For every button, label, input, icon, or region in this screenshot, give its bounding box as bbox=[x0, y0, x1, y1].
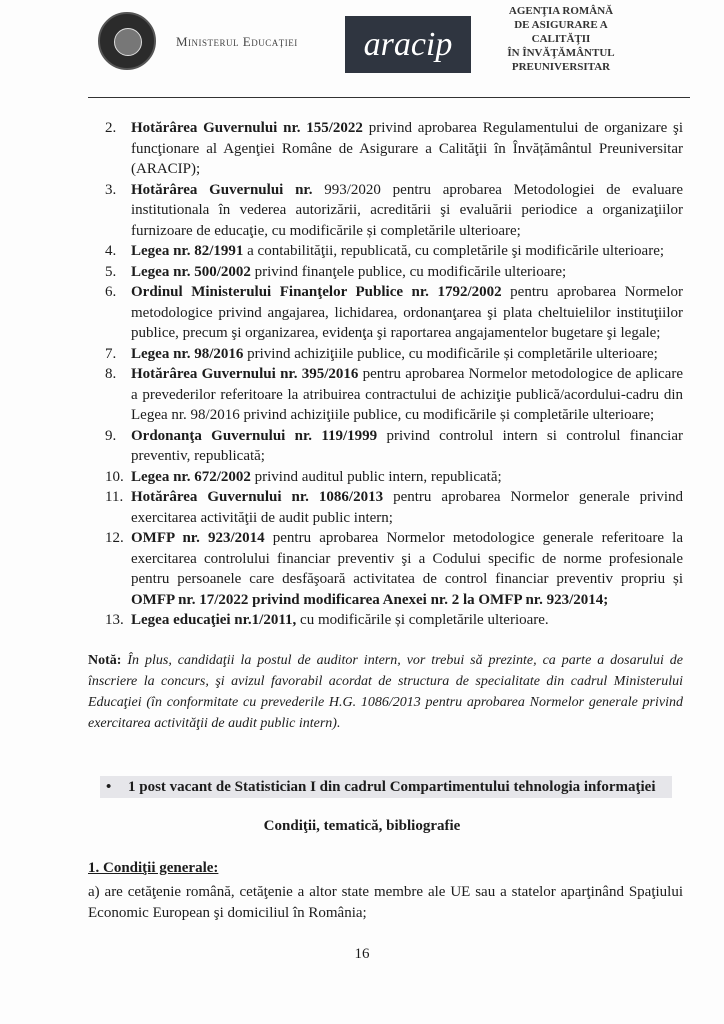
item-description: pentru aprobarea Normelor metodologice privind angajarea, lichidarea, ordonanţarea şi plata cheltuielilor instituţiilor publice, precum şi organizarea, evidenţa şi raportarea angajamentelor bugetare şi legale; bbox=[131, 284, 683, 341]
bibliography-list bbox=[105, 118, 683, 631]
item-reference: Hotărârea Guvernului nr. 395/2016 bbox=[131, 366, 359, 382]
item-reference: Legea nr. 98/2016 bbox=[131, 345, 244, 362]
agency-line: AGENŢIA ROMÂNĂ bbox=[508, 5, 614, 17]
note-text: În plus, candidaţii la postul de auditor intern, vor trebui să prezinte, ca parte a dosarului de înscriere la concurs, şi avizul favorabil acordat de structura de specialitate din cadrul Ministerului Educaţiei (în conformitate cu prevederile H.G. 1086/2013 pentru aprobarea Normelor generale privind exercitarea activităţii de audit public intern). bbox=[88, 653, 683, 731]
list-item bbox=[105, 467, 683, 488]
item-reference: Legea nr. 672/2002 bbox=[131, 468, 251, 485]
list-item bbox=[105, 344, 683, 365]
header-divider bbox=[88, 97, 690, 98]
item-number: 11. bbox=[105, 489, 124, 505]
item-description: privind auditul public intern, republicată; bbox=[250, 468, 502, 485]
item-number: 8. bbox=[105, 366, 117, 382]
item-description: privind finanţele publice, cu modificările ulterioare; bbox=[250, 263, 567, 280]
list-item bbox=[105, 282, 683, 344]
page-number: 16 bbox=[354, 946, 370, 962]
item-description: privind achiziţiile publice, cu modificările și completările ulterioare; bbox=[243, 345, 658, 362]
item-reference: Ordinul Ministerului Finanţelor Publice nr. 1792/2002 bbox=[131, 284, 502, 300]
aracip-logo: aracip bbox=[345, 16, 471, 73]
list-item bbox=[105, 262, 683, 283]
item-number: 12. bbox=[105, 530, 124, 546]
item-number: 6. bbox=[105, 284, 117, 300]
bullet-icon: • bbox=[106, 779, 112, 795]
list-item bbox=[105, 118, 683, 180]
agency-line: PREUNIVERSITAR bbox=[511, 61, 611, 73]
item-number: 4. bbox=[105, 243, 117, 259]
list-item bbox=[105, 487, 683, 528]
item-description: cu modificările și completările ulterioare. bbox=[296, 612, 549, 628]
agency-line: ÎN ÎNVĂŢĂMÂNTUL bbox=[507, 47, 615, 59]
agency-line: CALITĂŢII bbox=[531, 33, 591, 45]
item-description: pentru aprobarea Normelor metodologice generale referitoare la exercitarea controlului financiar preventiv şi a Codului specific de norme profesionale pentru persoanele care desfăşoară activitatea de control financiar preventiv propriu și bbox=[131, 530, 683, 587]
position-title: 1 post vacant de Statistician I din cadrul Compartimentului tehnologia informaţiei bbox=[128, 779, 656, 795]
item-description: privind controlul intern si controlul financiar preventiv, republicată; bbox=[131, 427, 683, 464]
item-number: 13. bbox=[105, 612, 124, 628]
item-reference: Legea nr. 82/1991 bbox=[131, 243, 244, 259]
item-reference: Hotărârea Guvernului nr. 1086/2013 bbox=[131, 489, 384, 505]
condition-paragraph: a) are cetăţenie română, cetăţenie a altor state membre ale UE sau a statelor aparţinând Spaţiului Economic European şi domiciliul în România; bbox=[88, 884, 683, 921]
list-item bbox=[105, 180, 683, 242]
subheading: 1. Condiţii generale: bbox=[88, 860, 219, 876]
item-description: pentru aprobarea Normelor generale privind exercitarea activităţii de audit public intern; bbox=[131, 489, 683, 526]
list-item bbox=[105, 426, 683, 467]
item-reference: OMFP nr. 17/2022 privind modificarea Anexei nr. 2 la OMFP nr. 923/2014; bbox=[131, 591, 609, 608]
item-number: 5. bbox=[105, 263, 117, 280]
section-heading: Condiţii, tematică, bibliografie bbox=[263, 818, 461, 834]
coat-of-arms-icon bbox=[114, 28, 142, 56]
item-reference: OMFP nr. 923/2014 bbox=[131, 530, 265, 546]
position-highlight bbox=[100, 776, 672, 798]
item-description: privind aprobarea Regulamentului de organizare şi funcţionare al Agenţiei Române de Asigurare a Calităţii în Învățământul Preuniversitar (ARACIP); bbox=[131, 120, 684, 177]
item-description: a contabilităţii, republicată, cu completările şi modificările ulterioare; bbox=[243, 243, 665, 259]
item-reference: Legea educaţiei nr.1/2011, bbox=[131, 612, 297, 628]
item-number: 2. bbox=[105, 120, 117, 136]
item-number: 10. bbox=[105, 468, 124, 485]
item-number: 3. bbox=[105, 181, 117, 198]
agency-line: DE ASIGURARE A bbox=[514, 19, 608, 31]
list-item bbox=[105, 364, 683, 426]
ministry-name: Ministerul Educației bbox=[176, 34, 298, 49]
agency-name bbox=[494, 4, 628, 74]
note-label: Notă: bbox=[88, 653, 122, 668]
item-description: pentru aprobarea Normelor metodologice de aplicare a prevederilor referitoare la atribuirea contractului de achiziţie publică/acordului-cadru din Legea nr. 98/2016 privind achiziţiile publice, cu modificările și completările ulterioare; bbox=[131, 366, 683, 423]
item-description: 993/2020 pentru aprobarea Metodologiei de evaluare institutionala în vederea autorizării, acreditării şi evaluării periodice a organizaţiilor furnizoare de educaţie, cu modificările și completările ulterioare; bbox=[131, 181, 683, 239]
list-item bbox=[105, 528, 683, 610]
note-paragraph bbox=[88, 650, 683, 734]
item-number: 9. bbox=[105, 427, 117, 444]
list-item bbox=[105, 241, 683, 262]
item-reference: Legea nr. 500/2002 bbox=[131, 263, 251, 280]
list-item bbox=[105, 610, 683, 631]
item-reference: Hotărârea Guvernului nr. bbox=[131, 181, 313, 198]
item-number: 7. bbox=[105, 345, 117, 362]
government-seal-logo bbox=[98, 12, 156, 70]
item-reference: Ordonanţa Guvernului nr. 119/1999 bbox=[131, 427, 378, 444]
item-reference: Hotărârea Guvernului nr. 155/2022 bbox=[131, 120, 363, 136]
